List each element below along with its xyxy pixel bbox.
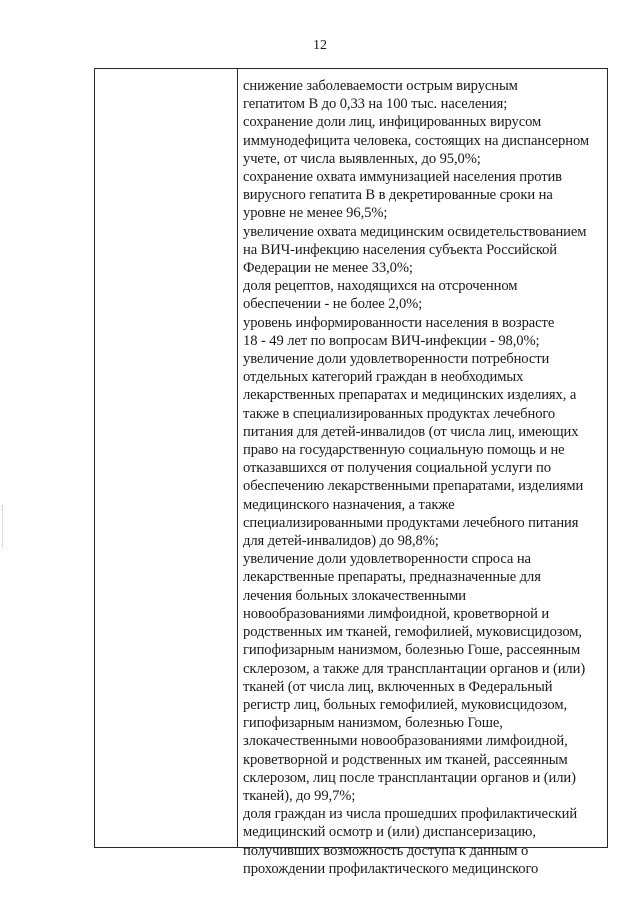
text-line: склерозом, а также для трансплантации органов и (или) (243, 660, 586, 677)
text-line: отдельных категорий граждан в необходимых (243, 369, 524, 386)
text-line: уровне не менее 96,5%; (243, 205, 388, 222)
text-line: лечения больных злокачественными (243, 587, 466, 604)
text-line: сохранение охвата иммунизацией населения против (243, 169, 562, 186)
text-line: снижение заболеваемости острым вирусным (243, 78, 518, 94)
text-line: увеличение доли удовлетворенности спроса на (243, 551, 531, 568)
text-line: иммунодефицита человека, состоящих на диспансерном (243, 132, 589, 149)
text-line: регистр лиц, больных гемофилией, муковисцидозом, (243, 696, 568, 713)
text-line: склерозом, лиц после трансплантации органов и (или) (243, 769, 576, 786)
text-line: лекарственные препараты, предназначенные для (243, 569, 541, 586)
text-line: отказавшихся от получения социальной услуги по (243, 460, 551, 477)
text-line: сохранение доли лиц, инфицированных вирусом (243, 114, 542, 131)
text-line: лекарственных препаратах и медицинских изделиях, а (243, 387, 577, 404)
text-line: вирусного гепатита В в декретированные сроки на (243, 187, 553, 204)
text-line: родственных им тканей, гемофилией, муковисцидозом, (243, 624, 582, 641)
text-line: гепатитом В до 0,33 на 100 тыс. населения; (243, 96, 508, 113)
text-line: Федерации не менее 33,0%; (243, 260, 413, 277)
page-number: 12 (313, 38, 327, 53)
text-line: увеличение охвата медицинским освидетельствованием (243, 223, 587, 240)
text-line: доля рецептов, находящихся на отсроченном (243, 278, 518, 295)
text-line: гипофизарным нанизмом, болезнью Гоше, (243, 715, 503, 732)
text-line: специализированными продуктами лечебного питания (243, 514, 579, 531)
text-line: 18 - 49 лет по вопросам ВИЧ-инфекции - 98,0%; (243, 332, 540, 349)
table-left-column (95, 69, 237, 847)
document-table (94, 68, 608, 877)
text-line: злокачественными новообразованиями лимфоидной, (243, 733, 568, 750)
text-line: тканей), до 99,7%; (243, 787, 356, 804)
text-line: новообразованиями лимфоидной, кроветворной и (243, 605, 550, 622)
text-line: увеличение доли удовлетворенности потребности (243, 351, 550, 368)
text-line: медицинский осмотр и (или) диспансеризацию, (243, 824, 536, 841)
text-line: также в специализированных продуктах лечебного (243, 405, 556, 422)
text-line: гипофизарным нанизмом, болезнью Гоше, рассеянным (243, 642, 581, 659)
text-line: прохождении профилактического медицинского (243, 860, 539, 877)
text-line: обеспечению лекарственными препаратами, изделиями (243, 478, 584, 495)
text-line: уровень информированности населения в возрасте (243, 314, 555, 331)
column-divider (237, 69, 238, 847)
text-line: право на государственную социальную помощь и не (243, 442, 565, 459)
text-line: обеспечении - не более 2,0%; (243, 296, 423, 313)
text-line: питания для детей-инвалидов (от числа лиц, имеющих (243, 423, 579, 440)
scan-margin-mark (2, 505, 5, 547)
text-line: кроветворной и родственных им тканей, рассеянным (243, 751, 568, 768)
text-line: для детей-инвалидов) до 98,8%; (243, 533, 439, 550)
text-line: на ВИЧ-инфекцию населения субъекта Российской (243, 241, 558, 258)
text-line: доля граждан из числа прошедших профилактический (243, 806, 578, 823)
text-line: медицинского назначения, а также (243, 496, 455, 513)
text-line: тканей (от числа лиц, включенных в Федеральный (243, 678, 553, 695)
table-right-column (243, 77, 605, 878)
text-line: получивших возможность доступа к данным о (243, 842, 529, 859)
text-line: учете, от числа выявленных, до 95,0%; (243, 150, 481, 167)
